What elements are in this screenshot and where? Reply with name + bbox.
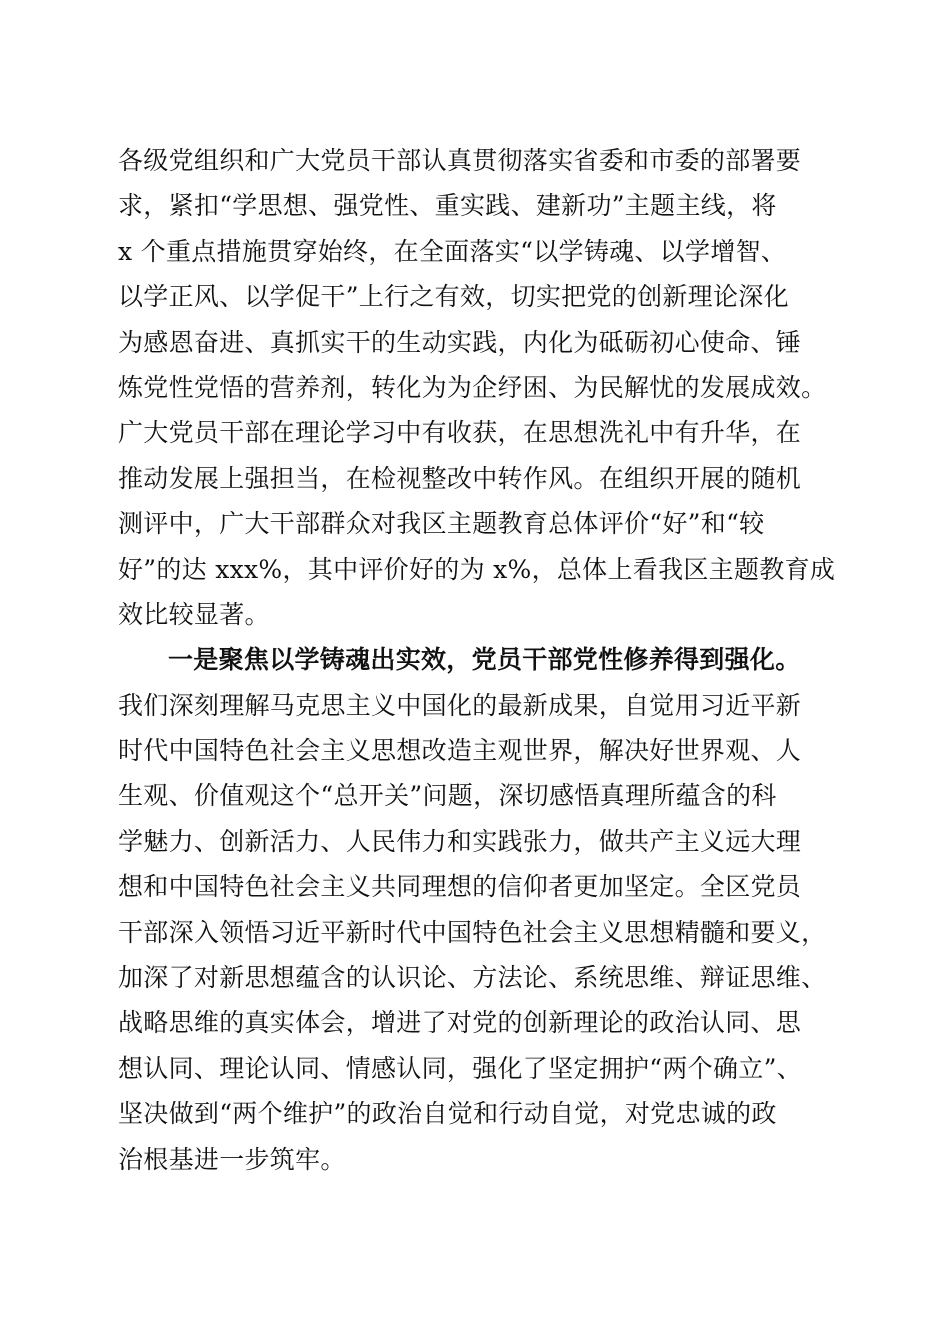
text-line: 我们深刻理解马克思主义中国化的最新成果，自觉用习近平新 xyxy=(118,690,802,720)
text-line: 治根基进一步筑牢。 xyxy=(118,1144,346,1174)
text-line: 广大党员干部在理论学习中有收获，在思想洗礼中有升华，在 xyxy=(118,418,802,448)
text-line: 时代中国特色社会主义思想改造主观世界，解决好世界观、人 xyxy=(118,736,802,766)
text-line: 坚决做到“两个维护”的政治自觉和行动自觉，对党忠诚的政 xyxy=(118,1099,777,1129)
paragraph-summary xyxy=(118,138,840,637)
text-line: 效比较显著。 xyxy=(118,599,270,629)
text-line: 想和中国特色社会主义共同理想的信仰者更加坚定。全区党员 xyxy=(118,872,802,902)
text-line: 求，紧扣“学思想、强党性、重实践、建新功”主题主线，将 xyxy=(118,191,777,221)
text-line: 好”的达 xxx%，其中评价好的为 x%，总体上看我区主题教育成 xyxy=(118,554,836,584)
text-line: 学魅力、创新活力、人民伟力和实践张力，做共产主义远大理 xyxy=(118,826,802,856)
text-line: 推动发展上强担当，在检视整改中转作风。在组织开展的随机 xyxy=(118,463,802,493)
text-line: 以学正风、以学促干”上行之有效，切实把党的创新理论深化 xyxy=(118,282,789,312)
text-line: 为感恩奋进、真抓实干的生动实践，内化为砥砺初心使命、锤 xyxy=(118,327,802,357)
text-line: 测评中，广大干部群众对我区主题教育总体评价“好”和“较 xyxy=(118,509,765,539)
text-line: 战略思维的真实体会，增进了对党的创新理论的政治认同、思 xyxy=(118,1008,802,1038)
text-line: 生观、价值观这个“总开关”问题，深切感悟真理所蕴含的科 xyxy=(118,781,777,811)
document-body xyxy=(118,138,840,1182)
text-line: 加深了对新思想蕴含的认识论、方法论、系统思维、辩证思维、 xyxy=(118,963,827,993)
text-line: x 个重点措施贯穿始终，在全面落实“以学铸魂、以学增智、 xyxy=(118,236,787,266)
text-line: 想认同、理论认同、情感认同，强化了坚定拥护“两个确立”、 xyxy=(118,1053,802,1083)
text-line: 干部深入领悟习近平新时代中国特色社会主义思想精髓和要义， xyxy=(118,917,827,947)
text-line: 炼党性党悟的营养剂，转化为为企纾困、为民解忧的发展成效。 xyxy=(118,372,827,402)
paragraph-point-one xyxy=(118,637,840,1182)
text-line: 各级党组织和广大党员干部认真贯彻落实省委和市委的部署要 xyxy=(118,146,802,175)
section-heading: 一是聚焦以学铸魂出实效，党员干部党性修养得到强化。 xyxy=(168,645,801,675)
